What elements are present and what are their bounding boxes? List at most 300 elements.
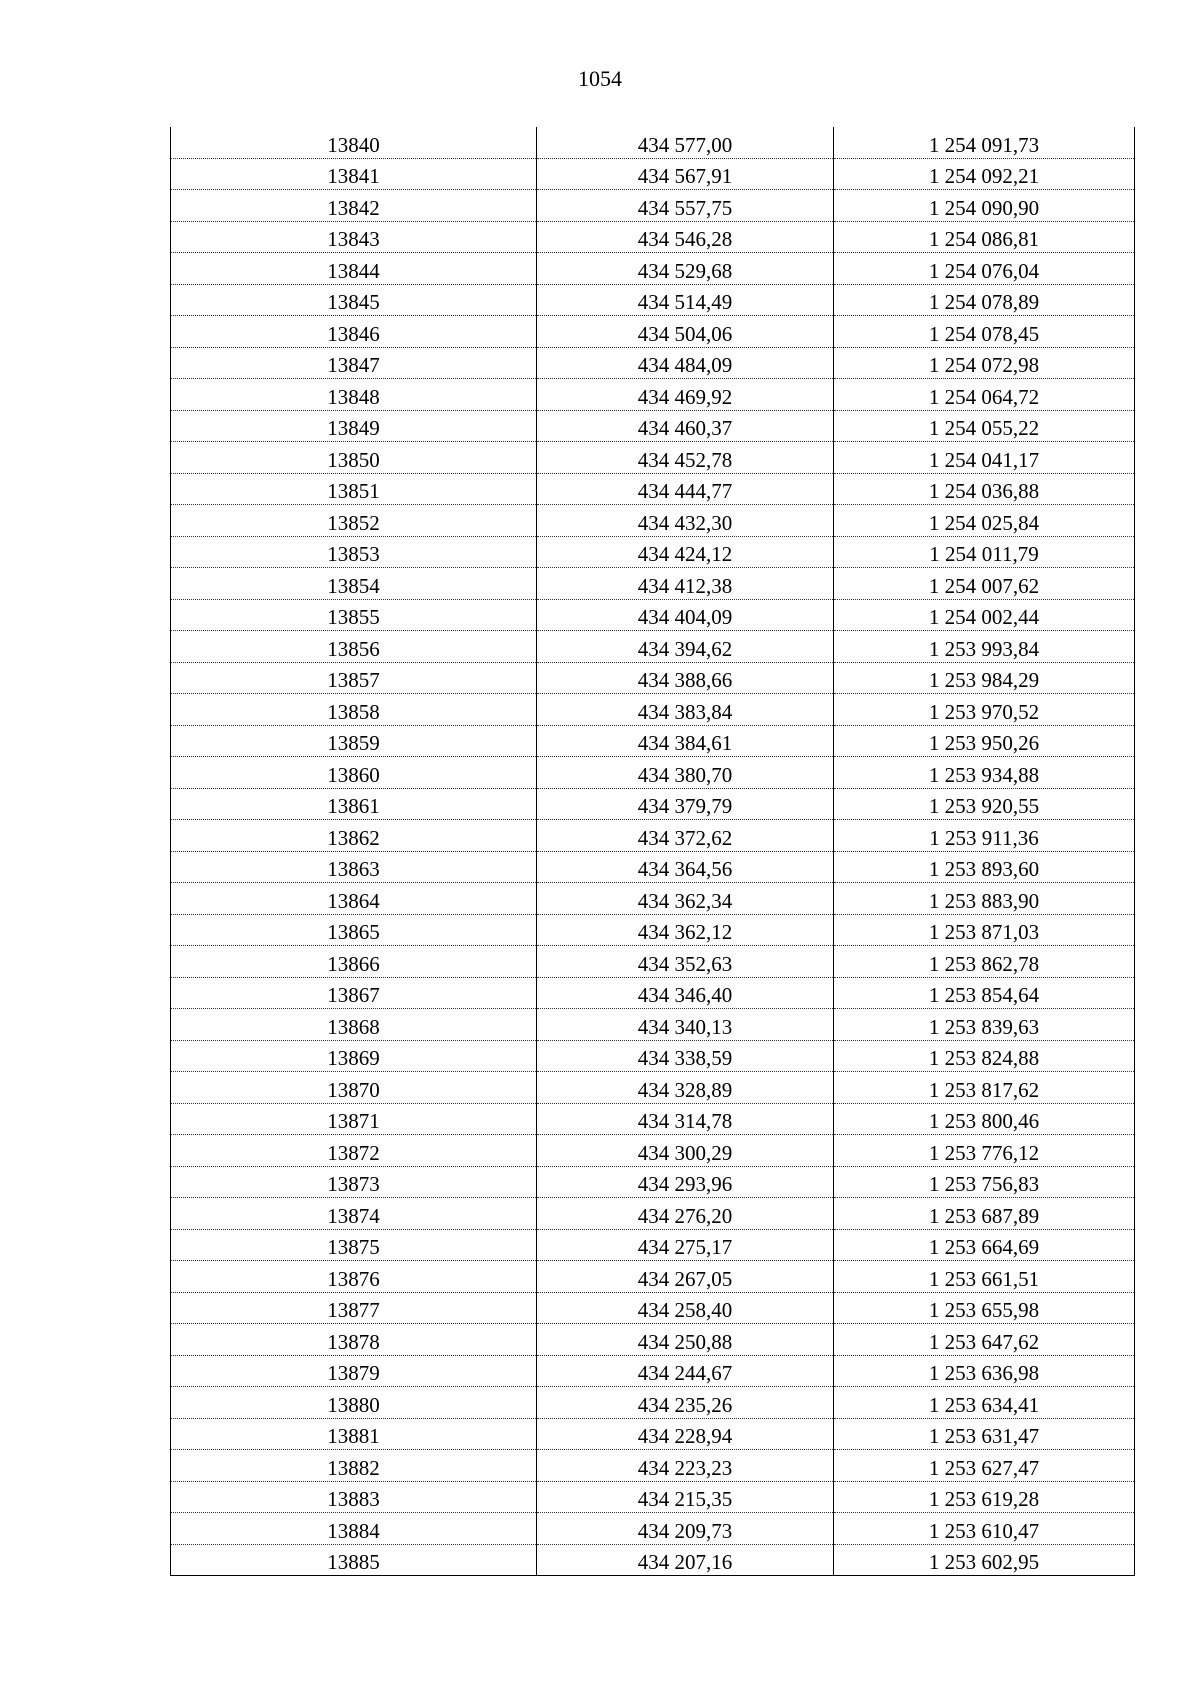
point-number-cell xyxy=(171,1355,537,1387)
x-coordinate-cell xyxy=(537,1198,834,1230)
table-row xyxy=(171,1292,1135,1324)
y-coordinate-cell xyxy=(834,631,1135,663)
y-coordinate-cell-text: 1 253 631,47 xyxy=(928,1424,1040,1448)
table-row xyxy=(171,1544,1135,1576)
x-coordinate-cell-text: 434 250,88 xyxy=(637,1329,733,1354)
x-coordinate-cell-text: 434 362,12 xyxy=(637,920,733,944)
table-row xyxy=(171,599,1135,631)
y-coordinate-cell xyxy=(834,1355,1135,1387)
x-coordinate-cell-text: 434 388,66 xyxy=(637,668,733,692)
y-coordinate-cell-text: 1 253 655,98 xyxy=(928,1298,1040,1322)
x-coordinate-cell-text: 434 514,49 xyxy=(637,290,733,314)
y-coordinate-cell-text: 1 253 862,78 xyxy=(928,951,1040,976)
point-number-cell xyxy=(171,536,537,568)
x-coordinate-cell-text: 434 314,78 xyxy=(637,1109,733,1133)
x-coordinate-cell xyxy=(537,127,834,158)
x-coordinate-cell xyxy=(537,662,834,694)
y-coordinate-cell xyxy=(834,1135,1135,1167)
x-coordinate-cell-text: 434 207,16 xyxy=(637,1550,733,1574)
point-number-cell xyxy=(171,1103,537,1135)
x-coordinate-cell xyxy=(537,316,834,348)
x-coordinate-cell xyxy=(537,1009,834,1041)
y-coordinate-cell xyxy=(834,788,1135,820)
x-coordinate-cell-text: 434 452,78 xyxy=(637,447,733,472)
x-coordinate-cell xyxy=(537,253,834,285)
point-number-cell-text: 13856 xyxy=(327,636,380,661)
point-number-cell-text: 13857 xyxy=(327,668,380,692)
table-row xyxy=(171,190,1135,222)
point-number-cell xyxy=(171,788,537,820)
table-row xyxy=(171,158,1135,190)
table-row xyxy=(171,505,1135,537)
point-number-cell-text: 13872 xyxy=(327,1140,380,1165)
y-coordinate-cell-text: 1 253 800,46 xyxy=(928,1109,1040,1133)
point-number-cell xyxy=(171,1513,537,1545)
x-coordinate-cell xyxy=(537,1324,834,1356)
x-coordinate-cell-text: 434 529,68 xyxy=(637,258,733,283)
y-coordinate-cell xyxy=(834,127,1135,158)
point-number-cell xyxy=(171,379,537,411)
x-coordinate-cell xyxy=(537,1135,834,1167)
y-coordinate-cell xyxy=(834,410,1135,442)
x-coordinate-cell-text: 434 235,26 xyxy=(637,1392,733,1417)
table-row xyxy=(171,284,1135,316)
point-number-cell xyxy=(171,1324,537,1356)
x-coordinate-cell xyxy=(537,914,834,946)
y-coordinate-cell xyxy=(834,473,1135,505)
y-coordinate-cell xyxy=(834,505,1135,537)
table-row xyxy=(171,442,1135,474)
y-coordinate-cell-text: 1 253 893,60 xyxy=(928,857,1040,881)
point-number-cell-text: 13851 xyxy=(327,479,380,503)
x-coordinate-cell-text: 434 567,91 xyxy=(637,164,733,188)
point-number-cell xyxy=(171,851,537,883)
table-row xyxy=(171,820,1135,852)
x-coordinate-cell xyxy=(537,788,834,820)
point-number-cell-text: 13885 xyxy=(327,1550,380,1574)
point-number-cell xyxy=(171,977,537,1009)
y-coordinate-cell xyxy=(834,1481,1135,1513)
x-coordinate-cell-text: 434 258,40 xyxy=(637,1298,733,1322)
y-coordinate-cell xyxy=(834,757,1135,789)
table-row xyxy=(171,1324,1135,1356)
x-coordinate-cell-text: 434 228,94 xyxy=(637,1424,733,1448)
point-number-cell xyxy=(171,284,537,316)
table-row xyxy=(171,946,1135,978)
x-coordinate-cell xyxy=(537,1481,834,1513)
y-coordinate-cell xyxy=(834,221,1135,253)
x-coordinate-cell xyxy=(537,568,834,600)
table-row xyxy=(171,127,1135,158)
point-number-cell xyxy=(171,757,537,789)
point-number-cell xyxy=(171,599,537,631)
y-coordinate-cell-text: 1 254 072,98 xyxy=(928,353,1040,377)
y-coordinate-cell xyxy=(834,946,1135,978)
y-coordinate-cell xyxy=(834,914,1135,946)
x-coordinate-cell-text: 434 432,30 xyxy=(637,510,733,535)
y-coordinate-cell xyxy=(834,158,1135,190)
x-coordinate-cell xyxy=(537,1450,834,1482)
point-number-cell xyxy=(171,1387,537,1419)
y-coordinate-cell xyxy=(834,1166,1135,1198)
y-coordinate-cell-text: 1 253 950,26 xyxy=(928,731,1040,755)
point-number-cell xyxy=(171,1261,537,1293)
x-coordinate-cell-text: 434 504,06 xyxy=(637,321,733,346)
table-row xyxy=(171,1355,1135,1387)
y-coordinate-cell xyxy=(834,1387,1135,1419)
y-coordinate-cell xyxy=(834,379,1135,411)
x-coordinate-cell-text: 434 372,62 xyxy=(637,825,733,850)
x-coordinate-cell-text: 434 460,37 xyxy=(637,416,733,440)
y-coordinate-cell-text: 1 254 025,84 xyxy=(928,510,1040,535)
x-coordinate-cell-text: 434 469,92 xyxy=(637,384,733,409)
x-coordinate-cell xyxy=(537,694,834,726)
y-coordinate-cell-text: 1 254 076,04 xyxy=(928,258,1040,283)
point-number-cell xyxy=(171,1166,537,1198)
point-number-cell-text: 13841 xyxy=(327,164,380,188)
table-row xyxy=(171,631,1135,663)
point-number-cell xyxy=(171,1229,537,1261)
table-row xyxy=(171,253,1135,285)
table-row xyxy=(171,347,1135,379)
y-coordinate-cell-text: 1 254 007,62 xyxy=(928,573,1040,598)
x-coordinate-cell-text: 434 383,84 xyxy=(637,699,733,724)
y-coordinate-cell-text: 1 253 664,69 xyxy=(928,1235,1040,1259)
x-coordinate-cell xyxy=(537,379,834,411)
point-number-cell-text: 13868 xyxy=(327,1014,380,1039)
x-coordinate-cell xyxy=(537,1387,834,1419)
table-row xyxy=(171,883,1135,915)
point-number-cell xyxy=(171,253,537,285)
point-number-cell xyxy=(171,505,537,537)
point-number-cell-text: 13867 xyxy=(327,983,380,1007)
point-number-cell-text: 13840 xyxy=(327,132,380,157)
y-coordinate-cell xyxy=(834,1292,1135,1324)
point-number-cell-text: 13873 xyxy=(327,1172,380,1196)
point-number-cell-text: 13879 xyxy=(327,1361,380,1385)
point-number-cell xyxy=(171,1135,537,1167)
x-coordinate-cell xyxy=(537,1355,834,1387)
y-coordinate-cell xyxy=(834,1072,1135,1104)
table-row xyxy=(171,1261,1135,1293)
x-coordinate-cell-text: 434 352,63 xyxy=(637,951,733,976)
y-coordinate-cell xyxy=(834,253,1135,285)
table-row xyxy=(171,1072,1135,1104)
x-coordinate-cell xyxy=(537,1418,834,1450)
y-coordinate-cell-text: 1 254 078,89 xyxy=(928,290,1040,314)
x-coordinate-cell-text: 434 379,79 xyxy=(637,794,733,818)
y-coordinate-cell xyxy=(834,851,1135,883)
x-coordinate-cell-text: 434 362,34 xyxy=(637,888,733,913)
y-coordinate-cell xyxy=(834,883,1135,915)
point-number-cell-text: 13876 xyxy=(327,1266,380,1291)
y-coordinate-cell-text: 1 253 871,03 xyxy=(928,920,1040,944)
x-coordinate-cell-text: 434 444,77 xyxy=(637,479,733,503)
point-number-cell xyxy=(171,820,537,852)
x-coordinate-cell-text: 434 364,56 xyxy=(637,857,733,881)
point-number-cell xyxy=(171,1198,537,1230)
point-number-cell xyxy=(171,568,537,600)
x-coordinate-cell-text: 434 340,13 xyxy=(637,1014,733,1039)
y-coordinate-cell-text: 1 253 839,63 xyxy=(928,1014,1040,1039)
y-coordinate-cell-text: 1 254 091,73 xyxy=(928,132,1040,157)
y-coordinate-cell-text: 1 254 036,88 xyxy=(928,479,1040,503)
y-coordinate-cell-text: 1 253 776,12 xyxy=(928,1140,1040,1165)
x-coordinate-cell xyxy=(537,1513,834,1545)
coordinates-table xyxy=(170,127,1135,1576)
y-coordinate-cell xyxy=(834,442,1135,474)
x-coordinate-cell xyxy=(537,883,834,915)
x-coordinate-cell xyxy=(537,1166,834,1198)
y-coordinate-cell xyxy=(834,1103,1135,1135)
x-coordinate-cell-text: 434 384,61 xyxy=(637,731,733,755)
point-number-cell-text: 13870 xyxy=(327,1077,380,1102)
x-coordinate-cell-text: 434 209,73 xyxy=(637,1518,733,1543)
point-number-cell-text: 13848 xyxy=(327,384,380,409)
x-coordinate-cell xyxy=(537,536,834,568)
point-number-cell xyxy=(171,442,537,474)
x-coordinate-cell xyxy=(537,1040,834,1072)
x-coordinate-cell-text: 434 267,05 xyxy=(637,1266,733,1291)
point-number-cell-text: 13878 xyxy=(327,1329,380,1354)
x-coordinate-cell-text: 434 346,40 xyxy=(637,983,733,1007)
point-number-cell xyxy=(171,946,537,978)
table-row xyxy=(171,788,1135,820)
point-number-cell-text: 13874 xyxy=(327,1203,380,1228)
x-coordinate-cell-text: 434 546,28 xyxy=(637,227,733,251)
page-number: 1054 xyxy=(578,66,622,91)
x-coordinate-cell xyxy=(537,221,834,253)
x-coordinate-cell xyxy=(537,158,834,190)
y-coordinate-cell-text: 1 253 824,88 xyxy=(928,1046,1040,1070)
y-coordinate-cell xyxy=(834,977,1135,1009)
point-number-cell-text: 13865 xyxy=(327,920,380,944)
table-row xyxy=(171,851,1135,883)
table-row xyxy=(171,536,1135,568)
point-number-cell-text: 13864 xyxy=(327,888,380,913)
x-coordinate-cell-text: 434 293,96 xyxy=(637,1172,733,1196)
y-coordinate-cell-text: 1 254 011,79 xyxy=(929,542,1039,566)
table-row xyxy=(171,694,1135,726)
point-number-cell-text: 13847 xyxy=(327,353,380,377)
y-coordinate-cell xyxy=(834,1040,1135,1072)
y-coordinate-cell-text: 1 253 619,28 xyxy=(928,1487,1040,1511)
table-row xyxy=(171,1387,1135,1419)
x-coordinate-cell-text: 434 244,67 xyxy=(637,1361,733,1385)
point-number-cell xyxy=(171,158,537,190)
y-coordinate-cell-text: 1 253 636,98 xyxy=(928,1361,1040,1385)
x-coordinate-cell-text: 434 300,29 xyxy=(637,1140,733,1165)
point-number-cell xyxy=(171,316,537,348)
table-row xyxy=(171,316,1135,348)
y-coordinate-cell xyxy=(834,190,1135,222)
x-coordinate-cell-text: 434 412,38 xyxy=(637,573,733,598)
x-coordinate-cell xyxy=(537,1072,834,1104)
table-row xyxy=(171,662,1135,694)
y-coordinate-cell-text: 1 253 634,41 xyxy=(928,1392,1040,1417)
x-coordinate-cell-text: 434 394,62 xyxy=(637,636,733,661)
y-coordinate-cell-text: 1 253 687,89 xyxy=(928,1203,1040,1228)
y-coordinate-cell-text: 1 253 661,51 xyxy=(928,1266,1040,1291)
x-coordinate-cell xyxy=(537,725,834,757)
point-number-cell xyxy=(171,410,537,442)
y-coordinate-cell xyxy=(834,694,1135,726)
x-coordinate-cell xyxy=(537,1261,834,1293)
point-number-cell-text: 13858 xyxy=(327,699,380,724)
y-coordinate-cell xyxy=(834,1324,1135,1356)
y-coordinate-cell xyxy=(834,662,1135,694)
x-coordinate-cell-text: 434 328,89 xyxy=(637,1077,733,1102)
point-number-cell-text: 13869 xyxy=(327,1046,380,1070)
x-coordinate-cell xyxy=(537,473,834,505)
y-coordinate-cell-text: 1 253 756,83 xyxy=(928,1172,1040,1196)
y-coordinate-cell-text: 1 253 817,62 xyxy=(928,1077,1040,1102)
y-coordinate-cell-text: 1 253 854,64 xyxy=(928,983,1040,1007)
point-number-cell-text: 13881 xyxy=(327,1424,380,1448)
table-row xyxy=(171,410,1135,442)
y-coordinate-cell-text: 1 253 602,95 xyxy=(928,1550,1040,1574)
y-coordinate-cell-text: 1 254 090,90 xyxy=(928,195,1040,220)
table-row xyxy=(171,1513,1135,1545)
y-coordinate-cell-text: 1 254 086,81 xyxy=(928,227,1040,251)
x-coordinate-cell-text: 434 338,59 xyxy=(637,1046,733,1070)
table-row xyxy=(171,914,1135,946)
y-coordinate-cell-text: 1 254 055,22 xyxy=(928,416,1040,440)
y-coordinate-cell-text: 1 254 002,44 xyxy=(928,605,1040,629)
coordinates-table-body xyxy=(171,127,1135,1576)
y-coordinate-cell xyxy=(834,1513,1135,1545)
table-row xyxy=(171,1481,1135,1513)
point-number-cell-text: 13852 xyxy=(327,510,380,535)
point-number-cell-text: 13880 xyxy=(327,1392,380,1417)
y-coordinate-cell-text: 1 254 078,45 xyxy=(928,321,1040,346)
y-coordinate-cell-text: 1 253 970,52 xyxy=(928,699,1040,724)
y-coordinate-cell-text: 1 253 883,90 xyxy=(928,888,1040,913)
table-row xyxy=(171,1450,1135,1482)
point-number-cell xyxy=(171,1009,537,1041)
point-number-cell-text: 13860 xyxy=(327,762,380,787)
y-coordinate-cell xyxy=(834,1229,1135,1261)
point-number-cell-text: 13877 xyxy=(327,1298,380,1322)
y-coordinate-cell xyxy=(834,1544,1135,1576)
x-coordinate-cell xyxy=(537,1544,834,1576)
table-row xyxy=(171,568,1135,600)
y-coordinate-cell xyxy=(834,347,1135,379)
x-coordinate-cell xyxy=(537,946,834,978)
y-coordinate-cell xyxy=(834,316,1135,348)
x-coordinate-cell-text: 434 484,09 xyxy=(637,353,733,377)
y-coordinate-cell-text: 1 253 647,62 xyxy=(928,1329,1040,1354)
y-coordinate-cell-text: 1 253 993,84 xyxy=(928,636,1040,661)
point-number-cell xyxy=(171,347,537,379)
y-coordinate-cell-text: 1 253 920,55 xyxy=(928,794,1040,818)
point-number-cell-text: 13849 xyxy=(327,416,380,440)
x-coordinate-cell xyxy=(537,1103,834,1135)
point-number-cell xyxy=(171,725,537,757)
point-number-cell xyxy=(171,662,537,694)
y-coordinate-cell-text: 1 254 092,21 xyxy=(928,164,1040,188)
y-coordinate-cell xyxy=(834,820,1135,852)
y-coordinate-cell xyxy=(834,568,1135,600)
x-coordinate-cell xyxy=(537,631,834,663)
x-coordinate-cell-text: 434 557,75 xyxy=(637,195,733,220)
x-coordinate-cell xyxy=(537,851,834,883)
y-coordinate-cell-text: 1 253 627,47 xyxy=(928,1455,1040,1480)
point-number-cell xyxy=(171,1292,537,1324)
point-number-cell xyxy=(171,1450,537,1482)
x-coordinate-cell xyxy=(537,1292,834,1324)
point-number-cell xyxy=(171,1072,537,1104)
y-coordinate-cell xyxy=(834,536,1135,568)
y-coordinate-cell xyxy=(834,1261,1135,1293)
point-number-cell-text: 13884 xyxy=(327,1518,380,1543)
x-coordinate-cell xyxy=(537,347,834,379)
point-number-cell xyxy=(171,631,537,663)
x-coordinate-cell-text: 434 223,23 xyxy=(637,1455,733,1480)
table-row xyxy=(171,1418,1135,1450)
y-coordinate-cell xyxy=(834,1009,1135,1041)
point-number-cell xyxy=(171,221,537,253)
x-coordinate-cell xyxy=(537,284,834,316)
y-coordinate-cell-text: 1 254 041,17 xyxy=(928,447,1040,472)
table-row xyxy=(171,1135,1135,1167)
y-coordinate-cell xyxy=(834,599,1135,631)
table-row xyxy=(171,473,1135,505)
table-row xyxy=(171,1009,1135,1041)
point-number-cell-text: 13875 xyxy=(327,1235,380,1259)
point-number-cell-text: 13861 xyxy=(327,794,380,818)
table-row xyxy=(171,1198,1135,1230)
point-number-cell-text: 13859 xyxy=(327,731,380,755)
point-number-cell-text: 13850 xyxy=(327,447,380,472)
x-coordinate-cell-text: 434 275,17 xyxy=(637,1235,733,1259)
point-number-cell-text: 13883 xyxy=(327,1487,380,1511)
point-number-cell-text: 13862 xyxy=(327,825,380,850)
x-coordinate-cell xyxy=(537,442,834,474)
x-coordinate-cell-text: 434 577,00 xyxy=(637,132,733,157)
point-number-cell xyxy=(171,127,537,158)
point-number-cell xyxy=(171,1418,537,1450)
y-coordinate-cell-text: 1 253 984,29 xyxy=(928,668,1040,692)
x-coordinate-cell-text: 434 404,09 xyxy=(637,605,733,629)
y-coordinate-cell xyxy=(834,725,1135,757)
point-number-cell xyxy=(171,1544,537,1576)
point-number-cell-text: 13855 xyxy=(327,605,380,629)
point-number-cell xyxy=(171,473,537,505)
x-coordinate-cell xyxy=(537,820,834,852)
point-number-cell xyxy=(171,1040,537,1072)
point-number-cell-text: 13863 xyxy=(327,857,380,881)
table-row xyxy=(171,379,1135,411)
x-coordinate-cell-text: 434 276,20 xyxy=(637,1203,733,1228)
point-number-cell xyxy=(171,1481,537,1513)
y-coordinate-cell xyxy=(834,1198,1135,1230)
table-row xyxy=(171,757,1135,789)
point-number-cell-text: 13842 xyxy=(327,195,380,220)
y-coordinate-cell-text: 1 253 911,36 xyxy=(929,825,1039,850)
y-coordinate-cell xyxy=(834,284,1135,316)
x-coordinate-cell xyxy=(537,410,834,442)
table-row xyxy=(171,1103,1135,1135)
point-number-cell xyxy=(171,914,537,946)
x-coordinate-cell xyxy=(537,977,834,1009)
y-coordinate-cell xyxy=(834,1450,1135,1482)
table-row xyxy=(171,221,1135,253)
x-coordinate-cell-text: 434 424,12 xyxy=(637,542,733,566)
table-row xyxy=(171,1040,1135,1072)
y-coordinate-cell-text: 1 253 610,47 xyxy=(928,1518,1040,1543)
point-number-cell xyxy=(171,694,537,726)
